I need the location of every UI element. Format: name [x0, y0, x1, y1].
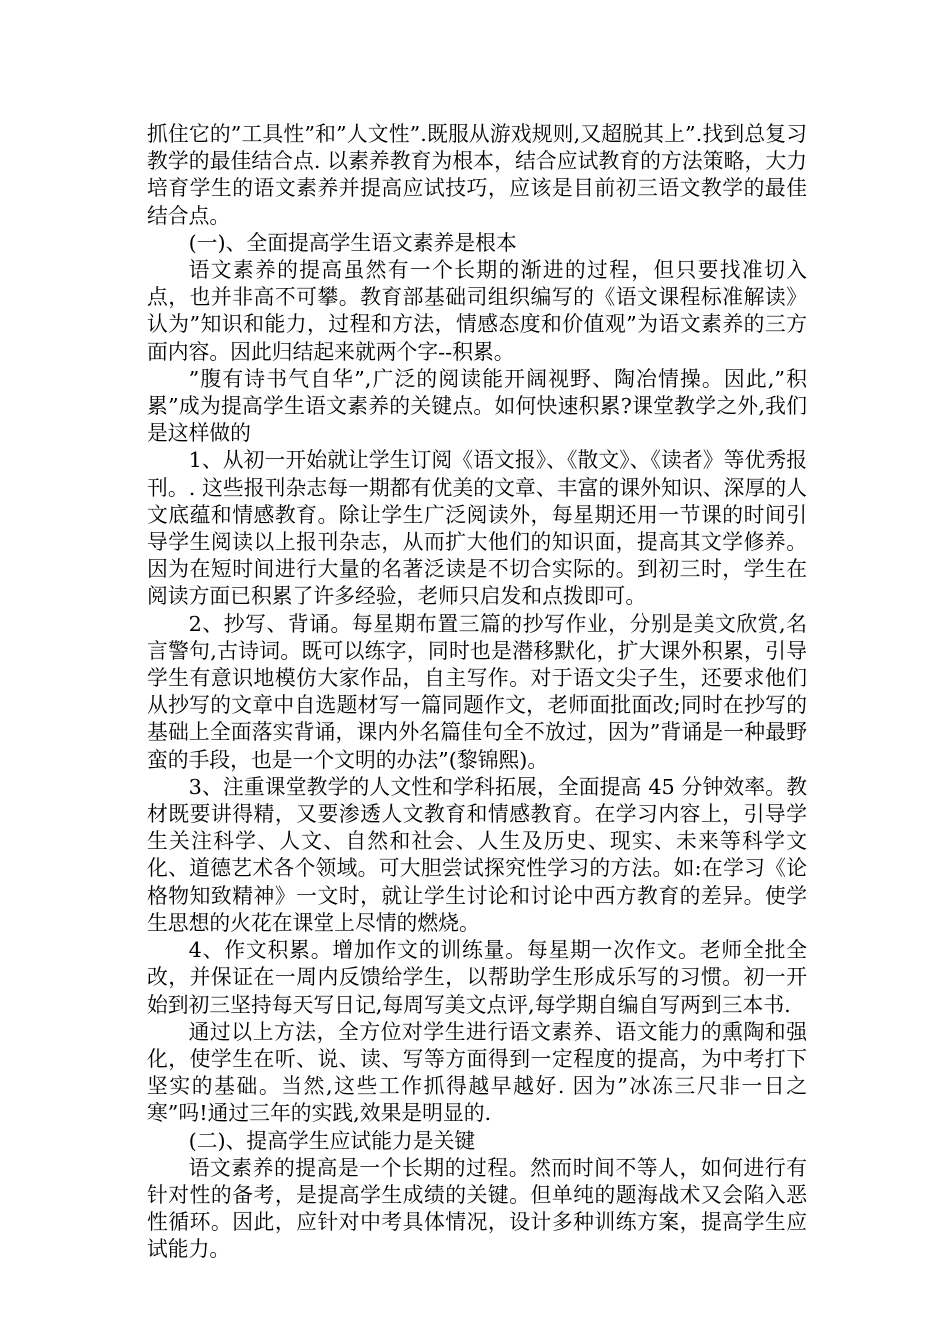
paragraph: 通过以上方法，全方位对学生进行语文素养、语文能力的熏陶和强化，使学生在听、说、读、写等方面得到一定程度的提高，为中考打下坚实的基础。当然,这些工作抓得越早越好. 因为”冰冻三尺非一日之寒”吗!通过三年的实践,效果是明显的. [147, 1019, 807, 1126]
list-item-4: 4、作文积累。增加作文的训练量。每星期一次作文。老师全批全改，并保证在一周内反馈给学生，以帮助学生形成乐写的习惯。初一开始到初三坚持每天写日记,每周写美文点评,每学期自编自写两到三本书. [147, 938, 807, 1017]
section-heading-2: (二)、提高学生应试能力是关键 [188, 1128, 476, 1153]
paragraph: ”腹有诗书气自华”,广泛的阅读能开阔视野、陶冶情操。因此,”积累”成为提高学生语文素养的关键点。如何快速积累?课堂教学之外,我们是这样做的 [147, 366, 807, 446]
paragraph: 语文素养的提高是一个长期的过程。然而时间不等人，如何进行有针对性的备考，是提高学生成绩的关键。但单纯的题海战术又会陷入恶性循环。因此，应针对中考具体情况，设计多种训练方案，提高学生应试能力。 [147, 1155, 807, 1262]
list-item-2: 2、抄写、背诵。每星期布置三篇的抄写作业，分别是美文欣赏,名言警句,古诗词。既可以练字，同时也是潜移默化，扩大课外积累，引导学生有意识地模仿大家作品，自主写作。对于语文尖子生，还要求他们从抄写的文章中自选题材写一篇同题作文，老师面批面改;同时在抄写的基础上全面落实背诵，课内外名篇佳句全不放过，因为”背诵是一种最野蛮的手段，也是一个文明的办法”(黎锦熙)。 [147, 611, 807, 772]
document-body [147, 121, 807, 1264]
list-item-1: 1、从初一开始就让学生订阅《语文报》、《散文》、《读者》等优秀报刊。. 这些报刊杂志每一期都有优美的文章、丰富的课外知识、深厚的人文底蕴和情感教育。除让学生广泛阅读外，每星期还用一节课的时间引导学生阅读以上报刊杂志，从而扩大他们的知识面，提高其文学修养。因为在短时间进行大量的名著泛读是不切合实际的。到初三时，学生在阅读方面已积累了许多经验，老师只启发和点拨即可。 [147, 448, 807, 609]
paragraph: 语文素养的提高虽然有一个长期的渐进的过程，但只要找准切入点，也并非高不可攀。教育部基础司组织编写的《语文课程标准解读》认为”知识和能力，过程和方法，情感态度和价值观”为语文素养的三方面内容。因此归结起来就两个字--积累。 [147, 258, 807, 364]
list-item-3: 3、注重课堂教学的人文性和学科拓展，全面提高 45 分钟效率。教材既要讲得精，又要渗透人文教育和情感教育。在学习内容上，引导学生关注科学、人文、自然和社会、人生及历史、现实、未来等科学文化、道德艺术各个领域。可大胆尝试探究性学习的方法。如:在学习《论格物知致精神》一文时，就让学生讨论和讨论中西方教育的差异。使学生思想的火花在课堂上尽情的燃烧。 [147, 774, 807, 935]
paragraph-intro: 抓住它的”工具性”和”人文性”.既服从游戏规则,又超脱其上”.找到总复习教学的最佳结合点. 以素养教育为根本，结合应试教育的方法策略，大力培育学生的语文素养并提高应试技巧，应该是目前初三语文教学的最佳结合点。 [147, 122, 807, 228]
section-heading-1: (一)、全面提高学生语文素养是根本 [188, 230, 517, 255]
